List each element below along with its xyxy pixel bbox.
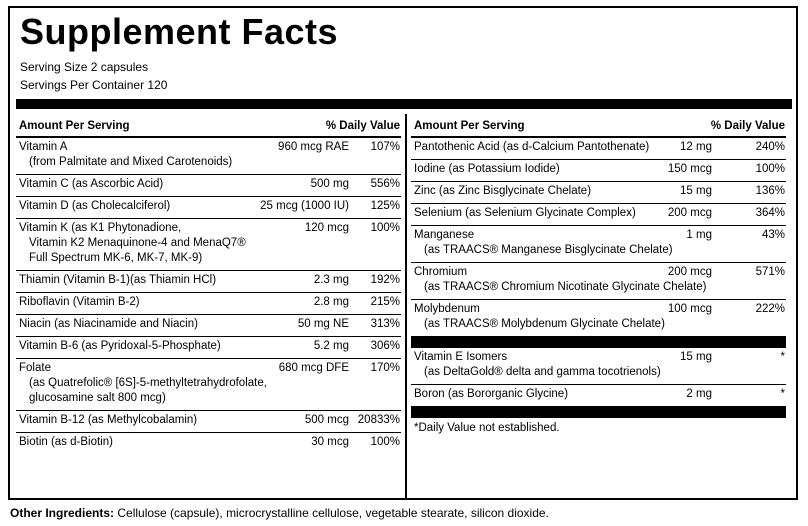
footnote: *Daily Value not established. xyxy=(414,422,560,434)
nutrient-detail: glucosamine salt 800 mcg) xyxy=(29,392,166,404)
nutrient-daily-value: 20833% xyxy=(357,414,400,426)
nutrient-name: Vitamin K (as K1 Phytonadione, xyxy=(19,222,182,234)
nutrient-row xyxy=(411,263,786,300)
nutrient-name: Biotin (as d-Biotin) xyxy=(19,436,113,448)
left-column xyxy=(16,114,401,454)
nutrient-daily-value: 107% xyxy=(370,141,400,153)
supplement-facts-panel xyxy=(8,6,798,500)
nutrient-daily-value: * xyxy=(780,351,785,363)
nutrient-name: Vitamin A xyxy=(19,141,68,153)
nutrient-row xyxy=(411,226,786,263)
black-band xyxy=(411,406,786,418)
nutrient-daily-value: 170% xyxy=(370,362,400,374)
nutrient-row xyxy=(411,160,786,182)
column-divider xyxy=(405,114,407,498)
nutrient-daily-value: 306% xyxy=(370,340,400,352)
nutrient-row xyxy=(16,433,401,454)
nutrient-daily-value: 313% xyxy=(370,318,400,330)
nutrient-row xyxy=(16,138,401,175)
nutrient-detail: (as TRAACS® Chromium Nicotinate Glycinate Chelate) xyxy=(424,281,707,293)
nutrient-name: Vitamin B-12 (as Methylcobalamin) xyxy=(19,414,198,426)
nutrient-detail: (as TRAACS® Manganese Bisglycinate Chelate) xyxy=(424,244,673,256)
nutrient-name: Vitamin E Isomers xyxy=(414,351,508,363)
nutrient-daily-value: 556% xyxy=(370,178,400,190)
nutrient-daily-value: * xyxy=(780,388,785,400)
nutrient-row xyxy=(16,219,401,271)
nutrient-amount: 500 mcg xyxy=(304,414,349,426)
nutrient-row xyxy=(16,359,401,411)
nutrient-row xyxy=(411,300,786,336)
servings-per-container: Servings Per Container 120 xyxy=(20,78,168,92)
nutrient-row xyxy=(411,348,786,385)
nutrient-name: Manganese xyxy=(414,229,475,241)
daily-value-header: % Daily Value xyxy=(325,120,400,132)
nutrient-row xyxy=(16,175,401,197)
nutrient-amount: 680 mcg DFE xyxy=(278,362,349,374)
nutrient-row xyxy=(16,315,401,337)
nutrient-name: Vitamin C (as Ascorbic Acid) xyxy=(19,178,164,190)
nutrient-row xyxy=(411,138,786,160)
daily-value-header: % Daily Value xyxy=(710,120,785,132)
nutrient-name: Iodine (as Potassium Iodide) xyxy=(414,163,560,175)
nutrient-daily-value: 100% xyxy=(755,163,785,175)
nutrient-name: Chromium xyxy=(414,266,468,278)
nutrient-name: Selenium (as Selenium Glycinate Complex) xyxy=(414,207,636,219)
nutrient-name: Vitamin D (as Cholecalciferol) xyxy=(19,200,171,212)
nutrient-detail: Full Spectrum MK-6, MK-7, MK-9) xyxy=(29,252,203,264)
nutrient-name: Molybdenum xyxy=(414,303,480,315)
nutrient-daily-value: 240% xyxy=(755,141,785,153)
nutrient-amount: 200 mcg xyxy=(667,207,712,219)
amount-per-serving-header: Amount Per Serving xyxy=(414,120,525,132)
nutrient-amount: 2.8 mg xyxy=(313,296,349,308)
nutrient-detail: (from Palmitate and Mixed Carotenoids) xyxy=(29,156,233,168)
nutrient-row xyxy=(411,182,786,204)
nutrient-daily-value: 100% xyxy=(370,436,400,448)
nutrient-amount: 15 mg xyxy=(680,185,712,197)
nutrient-amount: 12 mg xyxy=(680,141,712,153)
right-column xyxy=(411,114,786,434)
nutrient-name: Boron (as Bororganic Glycine) xyxy=(414,388,569,400)
nutrient-daily-value: 125% xyxy=(370,200,400,212)
nutrient-name: Niacin (as Niacinamide and Niacin) xyxy=(19,318,198,330)
black-band xyxy=(411,336,786,348)
nutrient-amount: 120 mcg xyxy=(304,222,349,234)
nutrient-amount: 150 mcg xyxy=(667,163,712,175)
nutrient-name: Pantothenic Acid (as d-Calcium Pantothenate) xyxy=(414,141,650,153)
nutrient-daily-value: 364% xyxy=(755,207,785,219)
nutrient-daily-value: 571% xyxy=(755,266,785,278)
nutrient-name: Folate xyxy=(19,362,51,374)
nutrient-amount: 200 mcg xyxy=(667,266,712,278)
nutrient-amount: 960 mcg RAE xyxy=(278,141,349,153)
nutrient-amount: 50 mg NE xyxy=(297,318,349,330)
amount-per-serving-header: Amount Per Serving xyxy=(19,120,130,132)
nutrient-name: Zinc (as Zinc Bisglycinate Chelate) xyxy=(414,185,592,197)
right-header xyxy=(411,114,786,138)
panel-title: Supplement Facts xyxy=(20,11,339,52)
nutrient-row xyxy=(16,293,401,315)
nutrient-amount: 2 mg xyxy=(686,388,712,400)
nutrient-daily-value: 100% xyxy=(370,222,400,234)
nutrient-daily-value: 222% xyxy=(755,303,785,315)
nutrient-amount: 100 mcg xyxy=(667,303,712,315)
nutrient-daily-value: 192% xyxy=(370,274,400,286)
nutrient-amount: 5.2 mg xyxy=(313,340,349,352)
thick-divider xyxy=(16,99,792,109)
nutrient-daily-value: 215% xyxy=(370,296,400,308)
nutrient-row xyxy=(16,197,401,219)
other-ingredients-label: Other Ingredients: xyxy=(10,506,115,520)
nutrient-detail: Vitamin K2 Menaquinone-4 and MenaQ7® xyxy=(29,237,246,249)
nutrient-amount: 1 mg xyxy=(686,229,712,241)
nutrient-row xyxy=(411,204,786,226)
nutrient-name: Thiamin (Vitamin B-1)(as Thiamin HCl) xyxy=(19,274,217,286)
nutrient-row xyxy=(16,411,401,433)
nutrient-name: Riboflavin (Vitamin B-2) xyxy=(19,296,140,308)
nutrient-detail: (as TRAACS® Molybdenum Glycinate Chelate) xyxy=(424,318,665,330)
nutrient-name: Vitamin B-6 (as Pyridoxal-5-Phosphate) xyxy=(19,340,221,352)
nutrient-detail: (as DeltaGold® delta and gamma tocotrienols) xyxy=(424,366,661,378)
nutrient-amount: 500 mg xyxy=(310,178,349,190)
nutrient-amount: 25 mcg (1000 IU) xyxy=(260,200,349,212)
left-header xyxy=(16,114,401,138)
nutrient-amount: 30 mcg xyxy=(311,436,349,448)
nutrient-detail: (as Quatrefolic® [6S]-5-methyltetrahydrofolate, xyxy=(29,377,267,389)
nutrient-amount: 2.3 mg xyxy=(313,274,349,286)
nutrient-row xyxy=(16,271,401,293)
other-ingredients xyxy=(10,506,549,520)
serving-size: Serving Size 2 capsules xyxy=(20,60,149,74)
other-ingredients-text: Cellulose (capsule), microcrystalline cellulose, vegetable stearate, silicon dioxide. xyxy=(114,506,549,520)
nutrient-row xyxy=(16,337,401,359)
nutrient-row xyxy=(411,385,786,406)
nutrient-daily-value: 136% xyxy=(755,185,785,197)
nutrient-daily-value: 43% xyxy=(761,229,785,241)
nutrient-amount: 15 mg xyxy=(680,351,712,363)
